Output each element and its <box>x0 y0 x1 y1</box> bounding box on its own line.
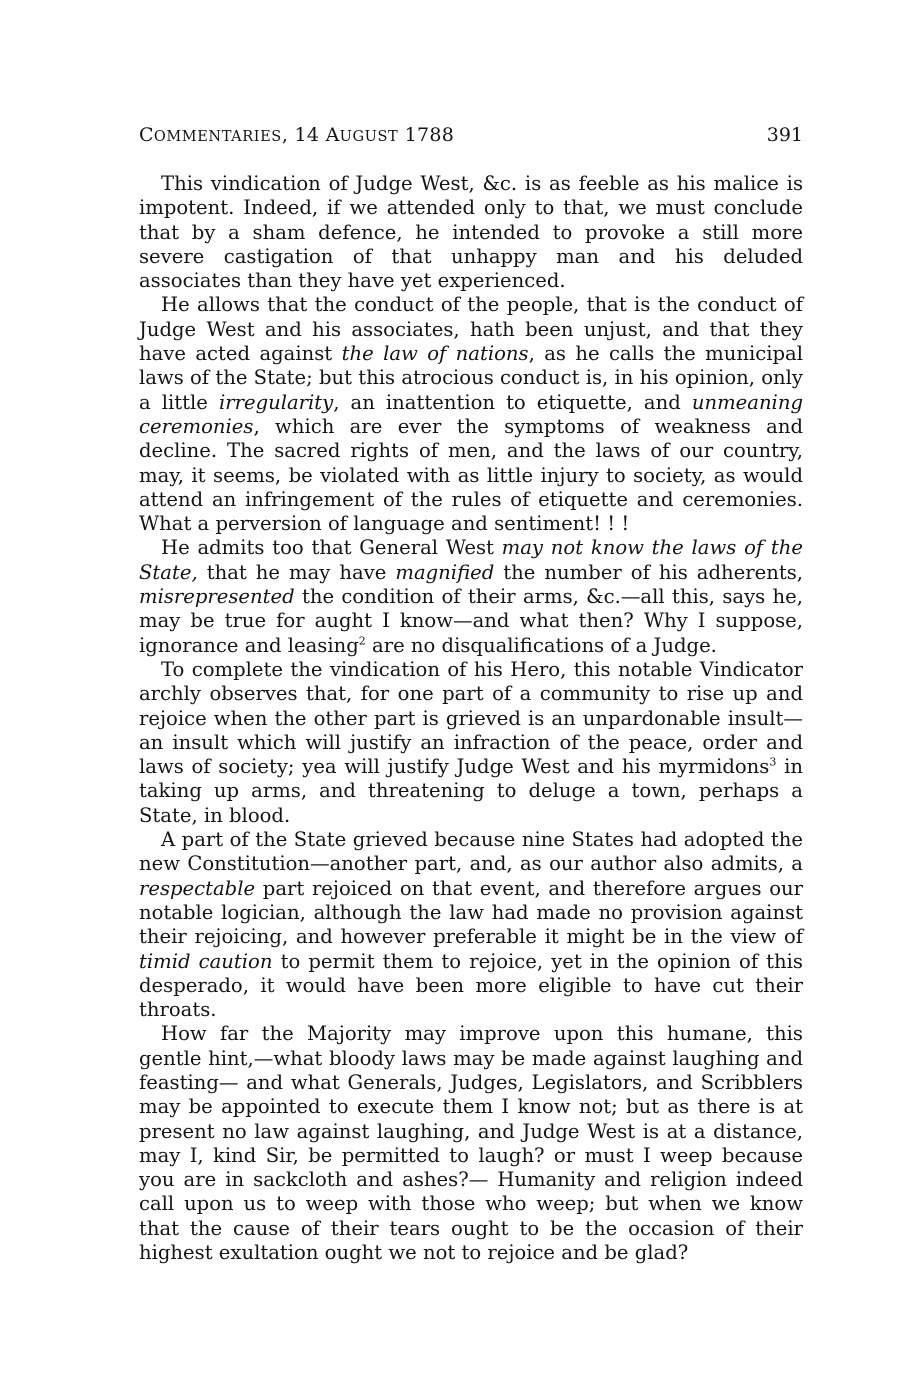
italic-text: respectable <box>139 876 256 900</box>
running-head <box>139 118 803 152</box>
running-head-smallcaps-commentaries: OMMENTARIES <box>153 129 282 145</box>
text-run: , as he calls the municipal laws of the State; but this atrocious conduct is, in his opinion, only a little <box>139 342 803 414</box>
italic-text: misrepresented <box>139 585 295 609</box>
text-run: He allows that the conduct of the people, that is the conduct of Judge West and his associates, hath been unjust, and that they have acted against <box>139 293 803 366</box>
footnote-ref: 2 <box>358 634 366 648</box>
text-run: , which are ever the symptoms of weakness and decline. The sacred rights of men, and the laws of our country, may, it seems, be violated with as little injury to society, as would attend an infringement of the rules of etiquette and ceremonies. What a perversion of language and sentiment! ! ! <box>139 414 803 536</box>
paragraph-6 <box>139 1022 803 1265</box>
paragraph-4 <box>139 658 803 828</box>
italic-text: may not know the laws of the State, <box>139 536 803 584</box>
text-run: to permit them to rejoice, yet in the opinion of this desperado, it would have been more eligible to have cut their throats. <box>139 949 803 1022</box>
italic-text: irregularity <box>218 390 334 414</box>
paragraph-2 <box>139 293 803 536</box>
paragraph-1 <box>139 172 803 293</box>
text-run: To complete the vindication of his Hero, this notable Vindicator archly observes that, for one part of a community to rise up and rejoice when the other part is grieved is an unpardonable insult—an insult which will justify an infraction of the peace, order and laws of society; yea will justify Judge West and his myrmidons <box>139 657 803 779</box>
text-run: in taking up arms, and threatening to deluge a town, perhaps a State, in blood. <box>139 755 803 827</box>
text-run: the number of his adherents, <box>494 560 803 584</box>
italic-text: the law of nations <box>341 342 529 366</box>
body-text <box>139 172 803 1265</box>
text-run: This vindication of Judge West, &c. is as feeble as his malice is impotent. Indeed, if we attended only to that, we must conclude that by a sham defence, he intended to provoke a still more severe castigation of that unhappy man and his deluded associates than they have yet experienced. <box>139 172 803 293</box>
footnote-ref: 3 <box>769 755 777 769</box>
text-run: A part of the State grieved because nine States had adopted the new Constitution—another part, and, as our author also admits, a <box>139 828 803 876</box>
running-head-year: 1788 <box>398 124 455 146</box>
text-run: How far the Majority may improve upon this humane, this gentle hint,—what bloody laws may be made against laughing and feasting— and what Generals, Judges, Legislators, and Scribblers may be appointed to execute them I know not; but as there is at present no law against laughing, and Judge West is at a distance, may I, kind Sir, be permitted to laugh? or must I weep because you are in sackcloth and ashes?— Humanity and religion indeed call upon us to weep with those who weep; but when we know that the cause of their tears ought to be the occasion of their highest exultation ought we not to rejoice and be glad? <box>139 1022 803 1265</box>
text-run: that he may have <box>197 560 396 584</box>
running-head-title <box>139 118 454 154</box>
text-run: He admits too that General West <box>161 536 502 560</box>
italic-text: unmeaning ceremonies <box>139 390 803 438</box>
italic-text: timid caution <box>139 949 273 973</box>
text-run: , an inattention to etiquette, and <box>333 390 692 414</box>
running-head-smallcaps-august: UGUST <box>339 129 399 145</box>
paragraph-3 <box>139 536 803 657</box>
running-head-date-day: , 14 <box>281 124 326 146</box>
document-page <box>139 118 803 1265</box>
text-run: are no disqualifications of a Judge. <box>365 633 717 657</box>
running-head-initial-a: A <box>325 124 340 146</box>
page-number: 391 <box>766 124 803 146</box>
italic-text: magnified <box>395 560 495 584</box>
running-head-initial-c: C <box>139 124 154 146</box>
text-run: part rejoiced on that event, and therefore argues our notable logician, although the law had made no provision against their rejoicing, and however preferable it might be in the view of <box>139 876 803 949</box>
text-run: the condition of their arms, &c.—all this, says he, may be true for aught I know—and what then? Why I suppose, ignorance and leasing <box>139 585 803 657</box>
paragraph-5 <box>139 828 803 1022</box>
